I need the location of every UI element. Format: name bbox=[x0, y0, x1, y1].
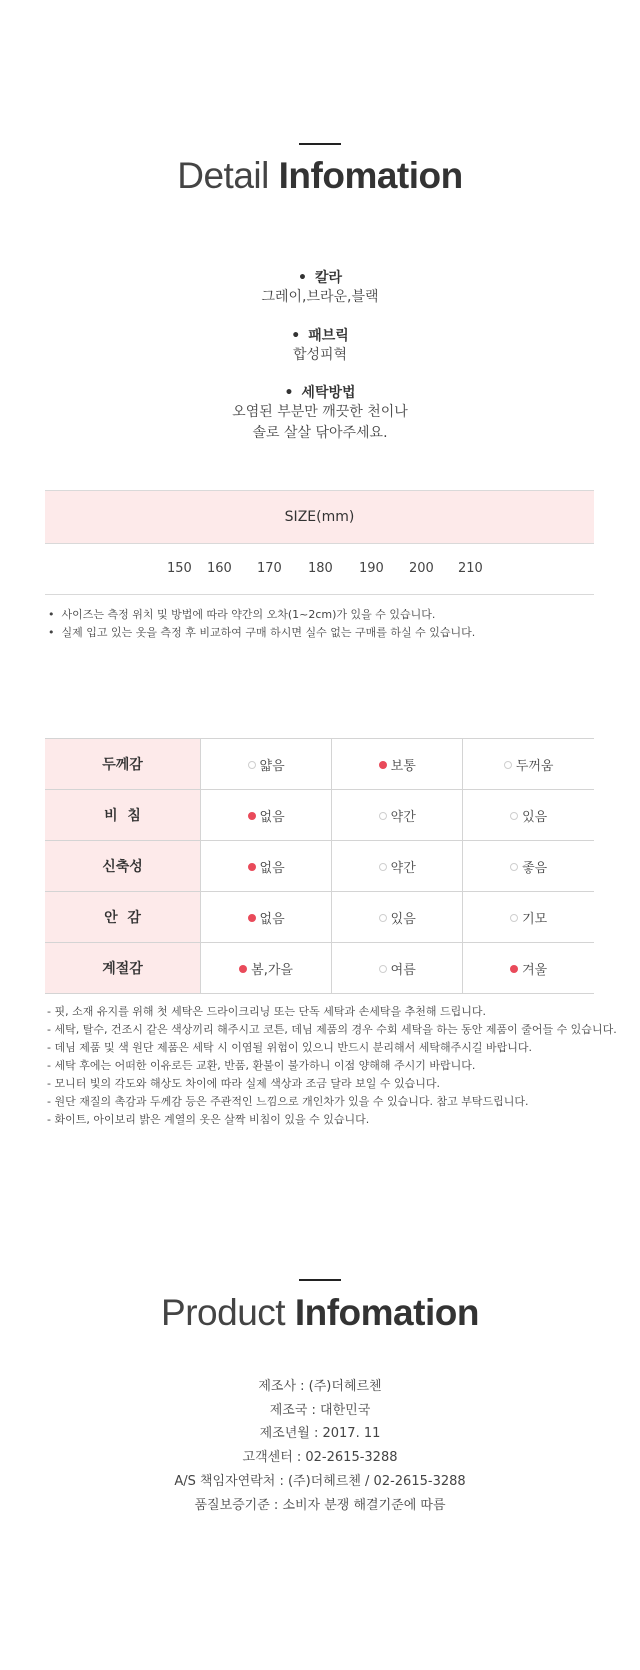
detail-item-label: • 세탁방법 bbox=[0, 382, 640, 402]
attribute-option bbox=[463, 943, 594, 994]
care-notes bbox=[47, 1003, 617, 1129]
care-note: - 데님 제품 및 색 원단 제품은 세탁 시 이염될 위험이 있으니 반드시 분리해서 세탁해주시길 바랍니다. bbox=[47, 1041, 532, 1054]
detail-item-color bbox=[0, 267, 640, 308]
attribute-option-label: 있음 bbox=[522, 809, 548, 825]
attribute-option-label: 약간 bbox=[390, 860, 416, 876]
attribute-option-label: 기모 bbox=[522, 911, 548, 927]
detail-title-rule bbox=[299, 143, 341, 145]
attribute-option-label: 없음 bbox=[259, 860, 285, 876]
product-as-contact: A/S 책임자연락처 : (주)더헤르첸 / 02-2615-3288 bbox=[174, 1474, 466, 1489]
attribute-row bbox=[45, 892, 594, 943]
unselected-dot-icon bbox=[379, 914, 387, 922]
detail-title bbox=[0, 155, 640, 197]
unselected-dot-icon bbox=[248, 761, 256, 769]
attribute-name: 안 감 bbox=[45, 892, 201, 943]
product-manufacturer: 제조사 : (주)더헤르첸 bbox=[258, 1379, 382, 1394]
attribute-option-label: 좋음 bbox=[522, 860, 548, 876]
size-value: 190 bbox=[359, 561, 384, 576]
attribute-option-label: 여름 bbox=[390, 962, 416, 978]
attribute-row bbox=[45, 943, 594, 994]
attribute-name: 계절감 bbox=[45, 943, 201, 994]
unselected-dot-icon bbox=[510, 863, 518, 871]
product-title bbox=[0, 1292, 640, 1334]
detail-item-value: 솔로 살살 닦아주세요. bbox=[252, 425, 388, 441]
attribute-option bbox=[332, 943, 463, 994]
care-note: - 핏, 소재 유지를 위해 첫 세탁은 드라이크리닝 또는 단독 세탁과 손세탁을 추천해 드립니다. bbox=[47, 1005, 486, 1018]
attribute-option bbox=[463, 790, 594, 841]
care-note: - 모니터 빛의 각도와 해상도 차이에 따라 실제 색상과 조금 달라 보일 수 있습니다. bbox=[47, 1077, 440, 1090]
care-note: - 세탁 후에는 어떠한 이유로든 교환, 반품, 환불이 불가하니 이점 양해해 주시기 바랍니다. bbox=[47, 1059, 476, 1072]
attribute-row bbox=[45, 841, 594, 892]
attribute-option-label: 얇음 bbox=[259, 758, 285, 774]
product-quality-standard: 품질보증기준 : 소비자 분쟁 해결기준에 따름 bbox=[194, 1498, 446, 1513]
unselected-dot-icon bbox=[379, 863, 387, 871]
attribute-row bbox=[45, 790, 594, 841]
attribute-option bbox=[201, 739, 332, 790]
product-title-bold: Infomation bbox=[294, 1292, 479, 1333]
attribute-option bbox=[332, 892, 463, 943]
attribute-option-label: 있음 bbox=[390, 911, 416, 927]
selected-dot-icon bbox=[379, 761, 387, 769]
attribute-option-label: 겨울 bbox=[522, 962, 548, 978]
size-table bbox=[45, 490, 594, 595]
detail-item-value: 합성피혁 bbox=[292, 347, 348, 363]
attribute-name: 두께감 bbox=[45, 739, 201, 790]
detail-item-washing bbox=[0, 382, 640, 444]
attribute-option-label: 두꺼움 bbox=[515, 758, 554, 774]
attribute-option-label: 없음 bbox=[259, 809, 285, 825]
size-note: • 실제 입고 있는 옷을 측정 후 비교하여 구매 하시면 실수 없는 구매를 하실 수 있습니다. bbox=[48, 626, 476, 639]
unselected-dot-icon bbox=[379, 812, 387, 820]
attribute-option bbox=[332, 790, 463, 841]
selected-dot-icon bbox=[248, 812, 256, 820]
unselected-dot-icon bbox=[510, 914, 518, 922]
size-value: 210 bbox=[458, 561, 483, 576]
product-customer-center: 고객센터 : 02-2615-3288 bbox=[242, 1450, 398, 1465]
attribute-name: 비 침 bbox=[45, 790, 201, 841]
selected-dot-icon bbox=[510, 965, 518, 973]
selected-dot-icon bbox=[248, 863, 256, 871]
product-origin: 제조국 : 대한민국 bbox=[269, 1403, 371, 1418]
size-value: 180 bbox=[308, 561, 333, 576]
detail-title-light: Detail bbox=[177, 155, 269, 196]
attribute-option-label: 약간 bbox=[390, 809, 416, 825]
detail-item-value: 오염된 부분만 깨끗한 천이나 bbox=[232, 404, 408, 420]
care-note: - 원단 재질의 촉감과 두께감 등은 주관적인 느낌으로 개인차가 있을 수 있습니다. 참고 부탁드립니다. bbox=[47, 1095, 529, 1108]
product-title-rule bbox=[299, 1279, 341, 1281]
attribute-option bbox=[332, 841, 463, 892]
attribute-option-label: 보통 bbox=[390, 758, 416, 774]
selected-dot-icon bbox=[239, 965, 247, 973]
detail-item-label: • 칼라 bbox=[0, 267, 640, 287]
unselected-dot-icon bbox=[504, 761, 512, 769]
care-note: - 세탁, 탈수, 건조시 같은 색상끼리 해주시고 코튼, 데님 제품의 경우 수회 세탁을 하는 동안 제품이 줄어들 수 있습니다. bbox=[47, 1023, 617, 1036]
attribute-row bbox=[45, 739, 594, 790]
detail-item-fabric bbox=[0, 325, 640, 366]
care-note: - 화이트, 아이보리 밝은 계열의 옷은 살짝 비침이 있을 수 있습니다. bbox=[47, 1113, 370, 1126]
attribute-option-label: 없음 bbox=[259, 911, 285, 927]
fabric-attributes-table bbox=[45, 738, 594, 994]
size-note: • 사이즈는 측정 위치 및 방법에 따라 약간의 오차(1~2cm)가 있을 수 있습니다. bbox=[48, 608, 436, 621]
product-title-light: Product bbox=[161, 1292, 286, 1333]
detail-title-bold: Infomation bbox=[278, 155, 463, 196]
attribute-name: 신축성 bbox=[45, 841, 201, 892]
unselected-dot-icon bbox=[379, 965, 387, 973]
selected-dot-icon bbox=[248, 914, 256, 922]
attribute-option bbox=[332, 739, 463, 790]
attribute-option bbox=[463, 739, 594, 790]
attribute-option bbox=[201, 841, 332, 892]
size-value: 150 bbox=[167, 561, 192, 576]
size-value: 170 bbox=[257, 561, 282, 576]
size-notes bbox=[48, 606, 608, 642]
size-values-row bbox=[45, 544, 594, 595]
detail-item-label: • 패브릭 bbox=[0, 325, 640, 345]
product-manufacture-date: 제조년월 : 2017. 11 bbox=[259, 1426, 381, 1441]
attribute-option bbox=[463, 841, 594, 892]
attribute-option-label: 봄,가을 bbox=[251, 962, 293, 978]
size-value: 200 bbox=[409, 561, 434, 576]
detail-item-value: 그레이,브라운,블랙 bbox=[261, 289, 379, 305]
attribute-option bbox=[201, 892, 332, 943]
attribute-option bbox=[201, 790, 332, 841]
unselected-dot-icon bbox=[510, 812, 518, 820]
attribute-option bbox=[201, 943, 332, 994]
attribute-option bbox=[463, 892, 594, 943]
size-value: 160 bbox=[207, 561, 232, 576]
size-table-header: SIZE(mm) bbox=[45, 490, 594, 544]
